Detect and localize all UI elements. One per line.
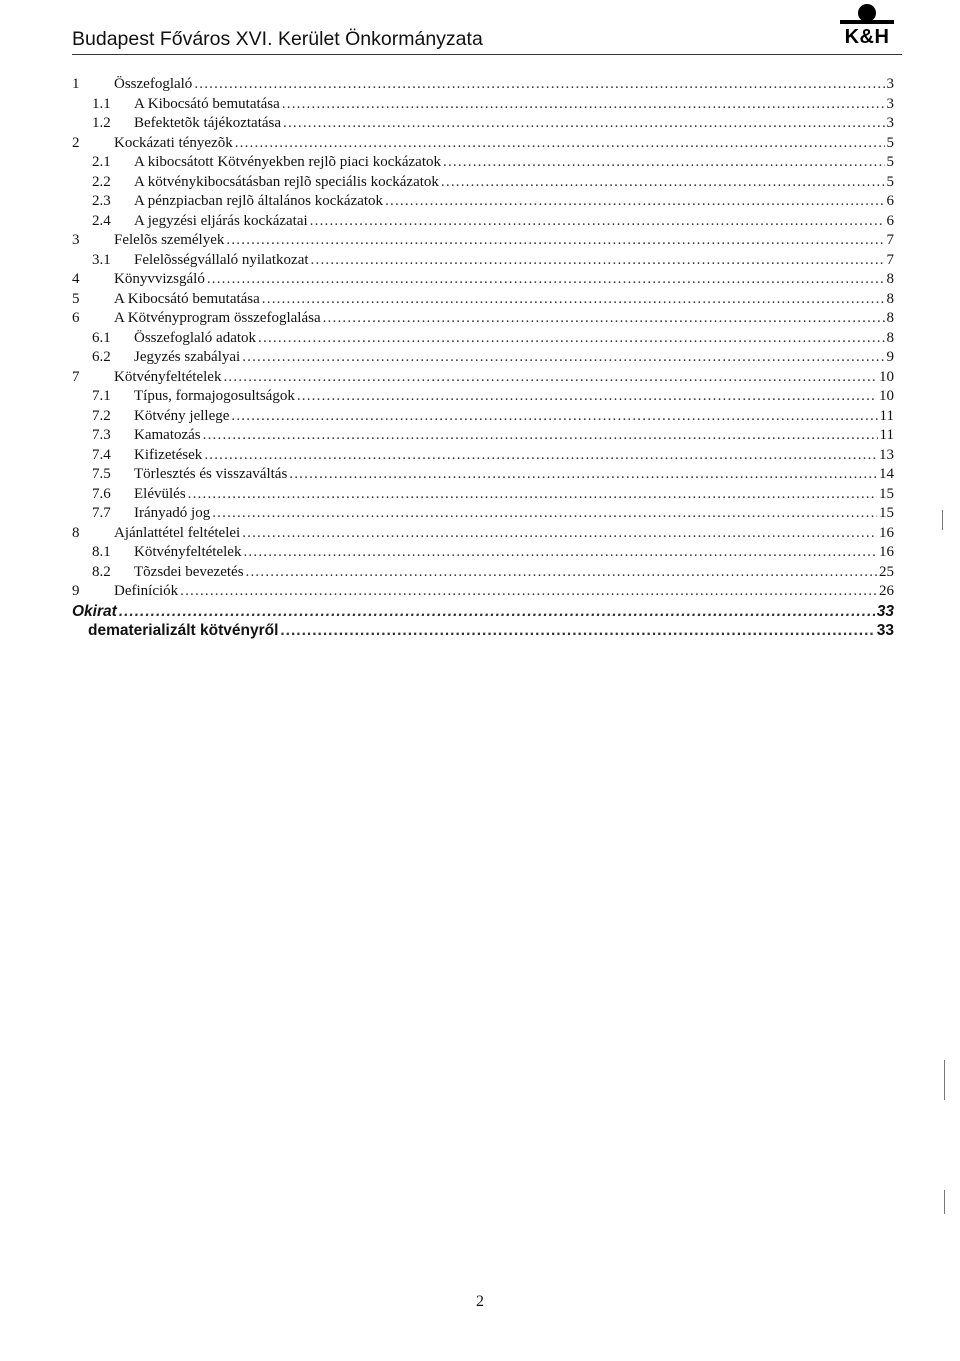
toc-dot-leader xyxy=(280,621,874,641)
toc-entry[interactable] xyxy=(72,485,894,505)
toc-dot-leader xyxy=(119,602,875,622)
toc-entry-title: Könyvvizsgáló xyxy=(114,271,205,287)
toc-dot-leader xyxy=(258,329,884,349)
toc-dot-leader xyxy=(283,114,884,134)
toc-entry-page: 8 xyxy=(886,271,894,287)
toc-entry[interactable] xyxy=(72,153,894,173)
toc-entry-page: 10 xyxy=(879,388,894,404)
toc-dot-leader xyxy=(441,173,885,193)
toc-dot-leader xyxy=(194,75,884,95)
toc-entry[interactable] xyxy=(72,348,894,368)
toc-entry-number: 3 xyxy=(72,232,80,248)
toc-entry-title: A Kötvényprogram összefoglalása xyxy=(114,310,321,326)
toc-entry[interactable] xyxy=(72,251,894,271)
toc-entry-title: Összefoglaló xyxy=(114,76,193,92)
toc-entry[interactable] xyxy=(72,504,894,524)
toc-entry[interactable] xyxy=(72,524,894,544)
toc-dot-leader xyxy=(311,251,885,271)
toc-entry-number: 7.7 xyxy=(92,505,111,521)
header-rule xyxy=(72,54,902,55)
logo-text: K&H xyxy=(844,26,890,48)
toc-dot-leader xyxy=(226,231,884,251)
toc-entry-number: 2.2 xyxy=(92,173,111,190)
toc-entry-number: 7.5 xyxy=(92,466,111,482)
toc-dot-leader xyxy=(385,192,884,212)
toc-entry[interactable] xyxy=(72,114,894,134)
toc-entry-page: 6 xyxy=(886,212,894,229)
toc-entry-number: 8.2 xyxy=(92,563,111,580)
toc-entry[interactable] xyxy=(72,192,894,212)
toc-dot-leader xyxy=(282,95,885,115)
toc-entry-page: 25 xyxy=(879,563,894,580)
toc-entry-title: Törlesztés és visszaváltás xyxy=(134,466,288,482)
toc-entry[interactable] xyxy=(72,582,894,602)
toc-entry[interactable] xyxy=(72,173,894,193)
toc-entry-page: 5 xyxy=(886,173,894,190)
toc-entry[interactable] xyxy=(72,309,894,329)
toc-dot-leader xyxy=(242,524,877,544)
toc-dot-leader xyxy=(223,368,877,388)
toc-entry-page: 9 xyxy=(886,349,894,365)
toc-entry-title: Felelõsségvállaló nyilatkozat xyxy=(134,251,309,268)
header-title: Budapest Főváros XVI. Kerület Önkormányzata xyxy=(72,28,483,50)
toc-dot-leader xyxy=(235,134,885,154)
toc-entry-page: 16 xyxy=(879,524,894,541)
toc-entry-title: Tõzsdei bevezetés xyxy=(134,563,244,580)
toc-entry[interactable] xyxy=(72,602,894,622)
toc-entry-number: 2.1 xyxy=(92,154,111,170)
toc-entry-number: 9 xyxy=(72,583,80,599)
toc-entry-page: 16 xyxy=(879,544,894,560)
toc-entry[interactable] xyxy=(72,407,894,427)
toc-dot-leader xyxy=(243,543,877,563)
toc-dot-leader xyxy=(204,446,877,466)
toc-entry-title: Kötvényfeltételek xyxy=(114,368,222,385)
toc-entry-page: 7 xyxy=(886,232,894,248)
toc-entry[interactable] xyxy=(72,329,894,349)
toc-entry-page: 5 xyxy=(886,154,894,170)
toc-entry[interactable] xyxy=(72,290,894,310)
toc-entry-number: 5 xyxy=(72,290,80,307)
toc-entry-page: 13 xyxy=(879,446,894,463)
scan-mark xyxy=(944,1060,945,1100)
toc-entry-number: 7 xyxy=(72,368,80,385)
toc-entry[interactable] xyxy=(72,387,894,407)
toc-entry-number: 7.4 xyxy=(92,446,111,463)
toc-dot-leader xyxy=(242,348,884,368)
toc-entry[interactable] xyxy=(72,75,894,95)
toc-dot-leader xyxy=(212,504,877,524)
toc-entry-page: 10 xyxy=(879,368,894,385)
toc-entry[interactable] xyxy=(72,621,894,641)
toc-entry-title: Elévülés xyxy=(134,485,186,502)
toc-entry[interactable] xyxy=(72,134,894,154)
table-of-contents xyxy=(72,75,894,641)
kh-logo xyxy=(832,4,902,52)
toc-entry-title: Definíciók xyxy=(114,583,179,599)
toc-entry-title: Kamatozás xyxy=(134,427,201,443)
toc-entry-number: 6.1 xyxy=(92,329,111,346)
toc-entry-title: Kifizetések xyxy=(134,446,203,463)
page-number: 2 xyxy=(476,1293,484,1310)
toc-entry-title: A Kibocsátó bemutatása xyxy=(114,290,260,307)
toc-dot-leader xyxy=(207,270,885,290)
toc-entry-page: 3 xyxy=(886,95,894,112)
toc-entry-number: 6.2 xyxy=(92,349,111,365)
toc-entry-number: 3.1 xyxy=(92,251,111,268)
toc-entry[interactable] xyxy=(72,426,894,446)
toc-entry-number: 8 xyxy=(72,524,80,541)
toc-entry-number: 1.1 xyxy=(92,95,111,112)
toc-dot-leader xyxy=(203,426,878,446)
toc-entry-title: Összefoglaló adatok xyxy=(134,329,257,346)
toc-entry-title: dematerializált kötvényről xyxy=(88,622,279,639)
toc-dot-leader xyxy=(188,485,877,505)
toc-entry-title: Kockázati tényezõk xyxy=(114,134,233,151)
toc-entry-page: 8 xyxy=(886,290,894,307)
toc-entry-page: 33 xyxy=(876,602,894,620)
toc-entry-title: A kötvénykibocsátásban rejlõ speciális kockázatok xyxy=(134,173,439,190)
toc-entry-title: Jegyzés szabályai xyxy=(134,349,241,365)
logo-bar-icon xyxy=(840,20,894,24)
page-header xyxy=(72,26,902,56)
toc-entry[interactable] xyxy=(72,231,894,251)
toc-entry-page: 26 xyxy=(879,583,894,599)
toc-entry-title: Kötvényfeltételek xyxy=(134,544,242,560)
toc-dot-leader xyxy=(297,387,877,407)
toc-entry-page: 15 xyxy=(879,505,894,521)
toc-entry-title: A kibocsátott Kötvényekben rejlõ piaci kockázatok xyxy=(134,154,441,170)
toc-entry-title: A pénzpiacban rejlõ általános kockázatok xyxy=(134,193,384,209)
toc-entry[interactable] xyxy=(72,446,894,466)
toc-entry-title: Ajánlattétel feltételei xyxy=(114,524,241,541)
toc-dot-leader xyxy=(262,290,885,310)
toc-entry-number: 4 xyxy=(72,271,80,287)
toc-entry-page: 7 xyxy=(886,251,894,268)
toc-entry-number: 7.1 xyxy=(92,388,111,404)
toc-entry[interactable] xyxy=(72,212,894,232)
toc-entry-page: 11 xyxy=(879,427,894,443)
toc-entry-number: 1.2 xyxy=(92,115,111,131)
toc-entry-page: 5 xyxy=(886,134,894,151)
toc-entry-number: 2 xyxy=(72,134,80,151)
toc-entry[interactable] xyxy=(72,563,894,583)
toc-entry-title: Okirat xyxy=(72,602,117,620)
toc-dot-leader xyxy=(310,212,885,232)
toc-entry-number: 7.3 xyxy=(92,427,111,443)
toc-entry[interactable] xyxy=(72,368,894,388)
toc-entry-number: 7.2 xyxy=(92,407,111,424)
toc-entry[interactable] xyxy=(72,270,894,290)
toc-entry-number: 8.1 xyxy=(92,544,111,560)
toc-entry-page: 15 xyxy=(879,485,894,502)
toc-entry-page: 3 xyxy=(886,76,894,92)
toc-entry-page: 8 xyxy=(886,329,894,346)
toc-entry-number: 1 xyxy=(72,76,80,92)
toc-entry[interactable] xyxy=(72,465,894,485)
scan-mark xyxy=(944,1190,945,1214)
toc-entry-page: 3 xyxy=(886,115,894,131)
toc-entry-page: 11 xyxy=(879,407,894,424)
toc-entry-title: A jegyzési eljárás kockázatai xyxy=(134,212,308,229)
toc-entry-title: Irányadó jog xyxy=(134,505,211,521)
toc-entry-page: 6 xyxy=(886,193,894,209)
toc-entry-title: Befektetõk tájékoztatása xyxy=(134,115,282,131)
toc-entry-title: Típus, formajogosultságok xyxy=(134,388,295,404)
toc-entry-page: 14 xyxy=(879,466,894,482)
toc-entry-title: Felelõs személyek xyxy=(114,232,225,248)
toc-dot-leader xyxy=(323,309,885,329)
toc-entry[interactable] xyxy=(72,95,894,115)
toc-dot-leader xyxy=(443,153,885,173)
toc-entry-number: 7.6 xyxy=(92,485,111,502)
toc-dot-leader xyxy=(289,465,877,485)
toc-entry-page: 8 xyxy=(886,310,894,326)
toc-entry-page: 33 xyxy=(876,622,894,639)
toc-entry[interactable] xyxy=(72,543,894,563)
toc-dot-leader xyxy=(246,563,877,583)
toc-entry-title: Kötvény jellege xyxy=(134,407,230,424)
scan-mark xyxy=(942,510,943,530)
toc-entry-number: 2.3 xyxy=(92,193,111,209)
toc-entry-title: A Kibocsátó bemutatása xyxy=(134,95,280,112)
toc-dot-leader xyxy=(180,582,877,602)
toc-entry-number: 2.4 xyxy=(92,212,111,229)
toc-dot-leader xyxy=(231,407,877,427)
toc-entry-number: 6 xyxy=(72,310,80,326)
